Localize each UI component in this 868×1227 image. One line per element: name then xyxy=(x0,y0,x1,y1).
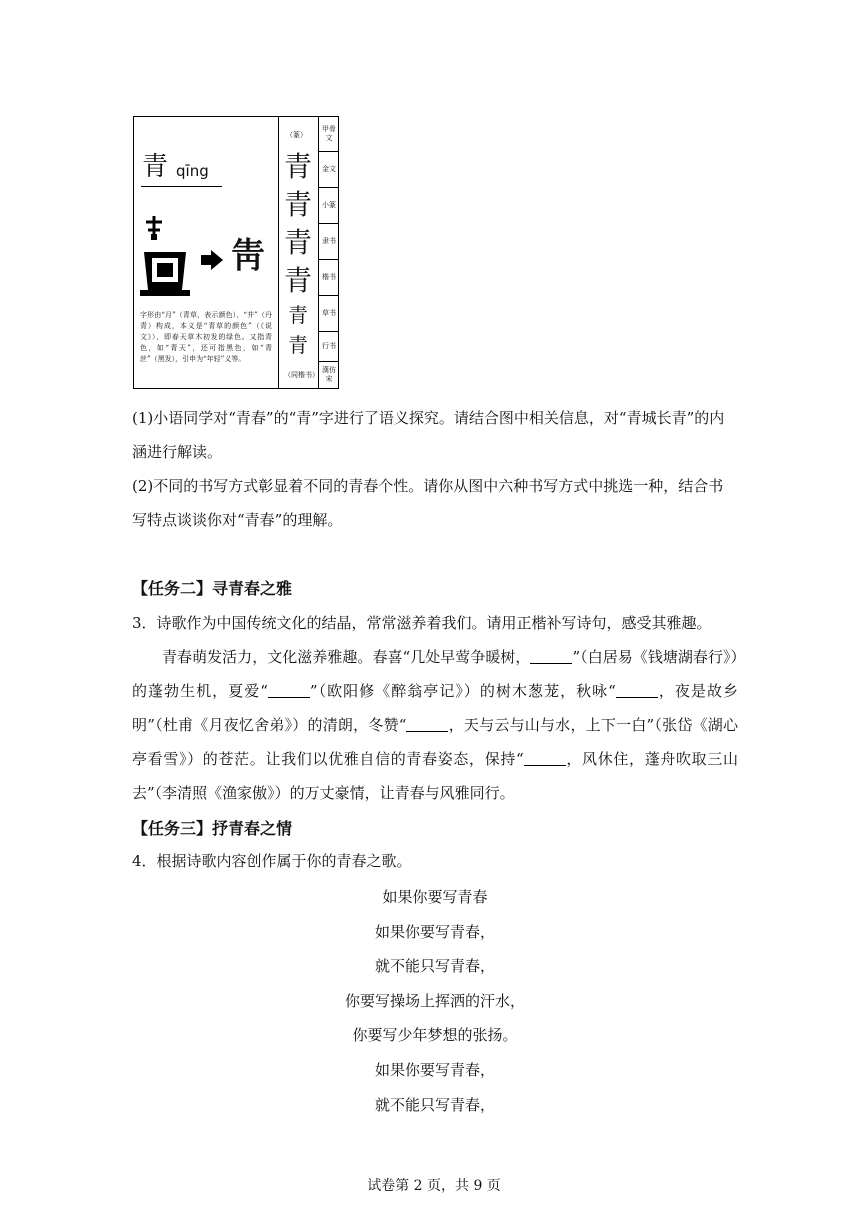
answer-blank-4[interactable] xyxy=(406,716,448,732)
script-type-column xyxy=(318,116,339,389)
body-text: ”（白居易《钱塘湖春行》）的蓬勃生机，夏爱“ xyxy=(132,648,739,700)
script-label: 草书 xyxy=(319,296,339,332)
task2-heading: 【任务二】寻青春之雅 xyxy=(132,579,293,598)
bronze-script-character: 𤯞 xyxy=(230,235,267,277)
item-4-prompt: 4．根据诗歌内容创作属于你的青春之歌。 xyxy=(132,852,412,870)
figure-divider xyxy=(278,116,279,389)
figure-description: 字形由“月”（青草，表示颜色）、“井”（丹青）构成，本义是“青草的颜色”（《说文》），即春天草木初发的绿色。又指青色，如“青天”，还可指黑色，如“青丝”（黑发），引申为“年轻”义等。 xyxy=(140,311,272,363)
body-text: ，风休住，蓬舟吹取三山去”（李清照《渔家傲》）的万丈豪情，让青春与风雅同行。 xyxy=(132,750,738,802)
arrow-right-icon xyxy=(201,250,223,270)
figure-pinyin: qīng xyxy=(176,162,209,180)
answer-blank-3[interactable] xyxy=(616,682,658,698)
evolution-char: 青 xyxy=(288,333,308,357)
poem-line: 你要写操场上挥洒的汗水， xyxy=(344,991,525,1010)
poem xyxy=(132,880,738,1122)
body-text: ”（欧阳修《醉翁亭记》）的树木葱茏，秋咏“ xyxy=(309,682,616,700)
question-1: (1)小语同学对“青春”的“青”字进行了语义探究。请结合图中相关信息，对“青城长青”的内涵进行解读。 xyxy=(132,409,725,461)
character-evolution-list xyxy=(282,148,314,360)
evolution-char: 青 xyxy=(283,150,312,183)
script-label: 金文 xyxy=(319,152,339,188)
script-label: 隶书 xyxy=(319,224,339,260)
figure-character: 青 xyxy=(142,152,169,182)
character-underline xyxy=(141,186,222,187)
poem-line: 如果你要写青春， xyxy=(374,922,495,941)
poem-line: 就不能只写青春， xyxy=(374,1095,495,1114)
poem-title: 如果你要写青春 xyxy=(382,888,488,906)
page-footer: 试卷第 2 页，共 9 页 xyxy=(367,1178,501,1194)
evolution-source: （同楷书） xyxy=(284,371,319,379)
answer-blank-5[interactable] xyxy=(524,750,566,766)
item-3-prompt: 3．诗歌作为中国传统文化的结晶，常常滋养着我们。请用正楷补写诗句，感受其雅趣。 xyxy=(132,614,712,632)
answer-blank-2[interactable] xyxy=(268,682,310,698)
evolution-char: 青 xyxy=(283,264,312,297)
body-text: ，夜是故乡明”（杜甫《月夜忆舍弟》）的清朗，冬赞“ xyxy=(132,682,738,734)
evolution-char: 青 xyxy=(283,226,312,259)
question-2: (2)不同的书写方式彰显着不同的青春个性。请你从图中六种书写方式中挑选一种，结合书写特点谈谈你对“青春”的理解。 xyxy=(132,477,724,529)
task3-heading: 【任务三】抒青春之情 xyxy=(132,819,293,838)
evolution-char: 青 xyxy=(288,303,308,327)
script-label: 甲骨文 xyxy=(319,116,339,152)
script-label: 楷书 xyxy=(319,260,339,296)
poem-line: 你要写少年梦想的张扬。 xyxy=(352,1026,518,1045)
item-3-body xyxy=(132,640,738,810)
script-label: 行书 xyxy=(319,332,339,362)
oracle-bone-glyph-icon xyxy=(140,212,190,298)
body-text: ，天与云与山与水，上下一白”（张岱《湖心亭看雪》）的苍茫。让我们以优雅自信的青春姿态，保持“ xyxy=(132,716,739,768)
poem-line: 就不能只写青春， xyxy=(374,957,495,976)
answer-blank-1[interactable] xyxy=(530,648,572,664)
script-label: 小篆 xyxy=(319,188,339,224)
evolution-char: 青 xyxy=(283,188,312,221)
body-text: 青春萌发活力，文化滋养雅趣。春喜“几处早莺争暖树， xyxy=(162,648,531,666)
evolution-note: （篆） xyxy=(286,131,307,139)
script-label: 漢仿宋 xyxy=(322,366,336,383)
poem-line: 如果你要写青春， xyxy=(374,1060,495,1079)
